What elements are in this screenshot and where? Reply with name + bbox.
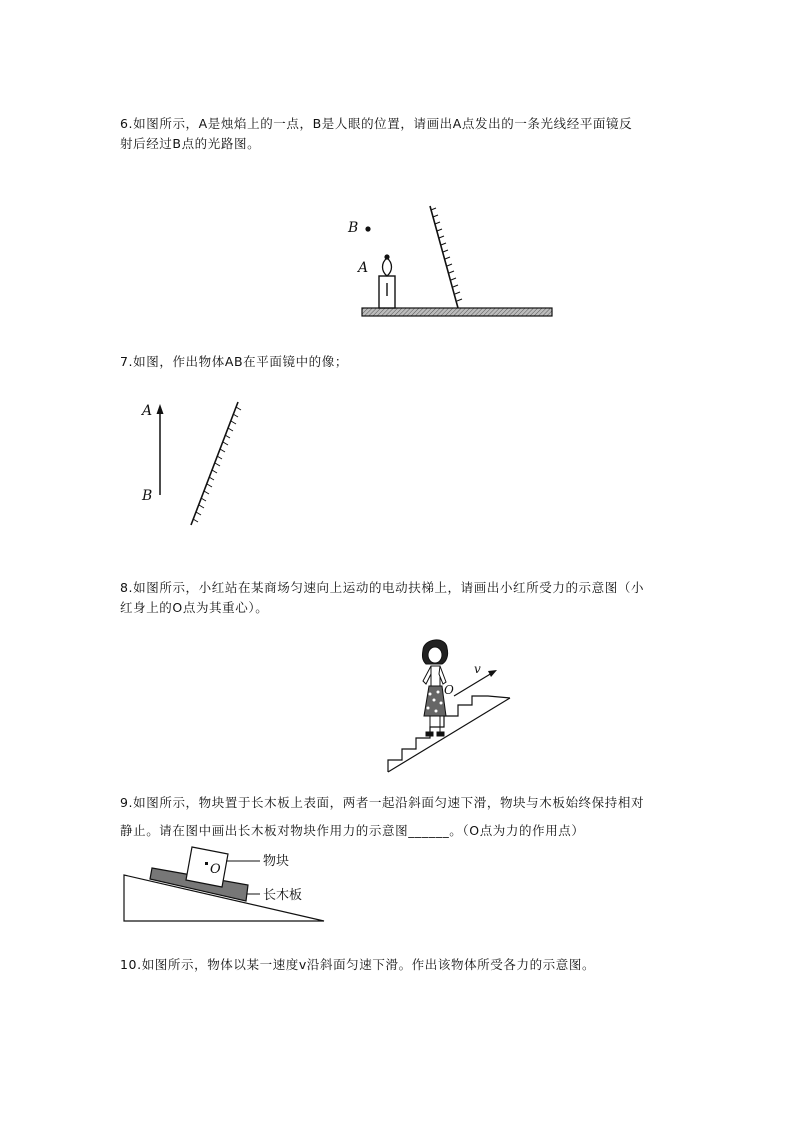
candle [379, 254, 395, 308]
label-board: 长木板 [263, 888, 303, 903]
label-o: O [444, 683, 454, 697]
label-a: A [358, 260, 369, 276]
question-8-line-1: 8.如图所示，小红站在某商场匀速向上运动的电动扶梯上，请画出小红所受力的示意图（小 [120, 580, 645, 595]
question-6 [120, 114, 680, 154]
escalator [388, 696, 510, 772]
question-9-line-1: 9.如图所示，物块置于长木板上表面，两者一起沿斜面匀速下滑，物块与木板始终保持相对 [120, 795, 645, 810]
figure-block-board-incline [120, 845, 340, 925]
ground-plate [362, 308, 552, 316]
label-o: O [210, 862, 221, 877]
question-7 [120, 352, 680, 372]
question-10-line-1: 10.如图所示，物体以某一速度v沿斜面匀速下滑。作出该物体所受各力的示意图。 [120, 957, 596, 972]
block [186, 847, 228, 887]
question-8 [120, 578, 690, 618]
point-b-eye [365, 226, 370, 231]
label-b: B [142, 488, 153, 504]
object-ab-arrow [157, 404, 164, 495]
point-o [205, 862, 208, 865]
question-6-line-1: 6.如图所示，A是烛焰上的一点，B是人眼的位置，请画出A点发出的一条光线经平面镜反 [120, 116, 633, 131]
label-v: v [474, 662, 481, 676]
question-10 [120, 955, 700, 975]
point-a [384, 254, 389, 259]
label-a: A [142, 403, 153, 419]
question-6-line-2: 射后经过B点的光路图。 [120, 136, 261, 151]
label-block: 物块 [263, 854, 290, 869]
plane-mirror [191, 402, 241, 525]
question-9-line-2: 静止。请在图中画出长木板对物块作用力的示意图______。（O点为力的作用点） [120, 823, 585, 838]
question-9 [120, 789, 700, 845]
figure-candle-mirror [340, 200, 570, 330]
plane-mirror [430, 206, 462, 308]
question-8-line-2: 红身上的O点为其重心）。 [120, 600, 269, 615]
candle-flame [383, 258, 392, 276]
question-7-line-1: 7.如图，作出物体AB在平面镜中的像； [120, 354, 348, 369]
label-b: B [348, 220, 359, 236]
figure-escalator-girl [380, 636, 520, 776]
figure-object-mirror [135, 395, 275, 535]
